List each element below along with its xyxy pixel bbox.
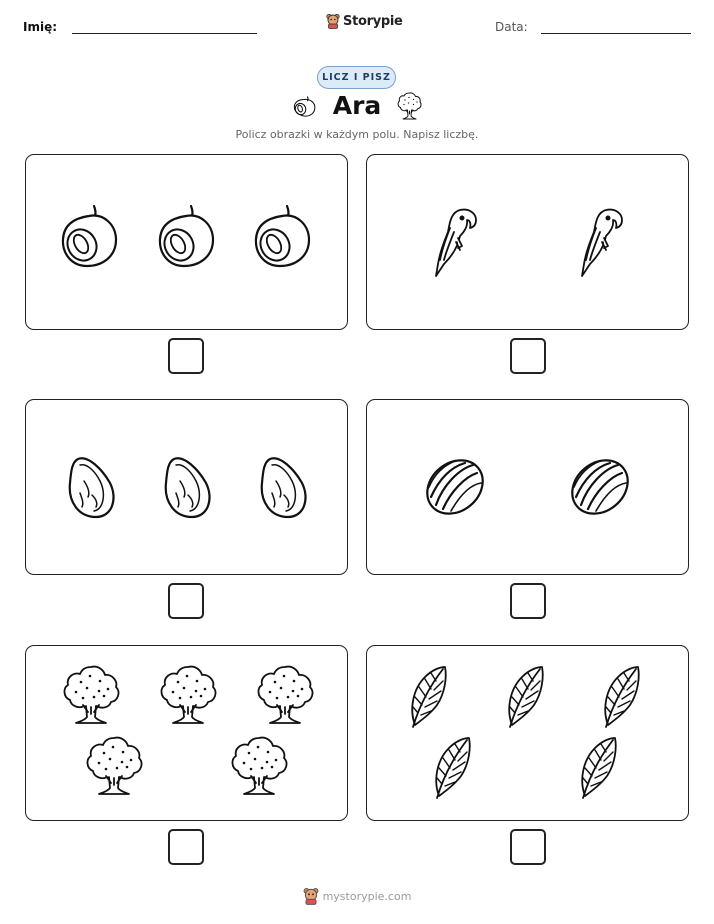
date-label: Data: <box>495 20 528 34</box>
tree-icon <box>87 738 141 794</box>
tree-title-icon <box>397 91 422 121</box>
footer-url[interactable]: mystorypie.com <box>322 889 412 903</box>
date-line[interactable] <box>541 33 691 34</box>
plum-icon <box>159 206 213 266</box>
seed-icon <box>562 449 639 524</box>
almond-group <box>25 399 348 575</box>
tree-group <box>25 645 348 821</box>
bear-mascot-icon <box>303 887 319 905</box>
feather-icon <box>412 667 445 727</box>
parrot-icon <box>582 210 622 276</box>
footer <box>0 887 714 905</box>
seed-icon <box>417 449 494 524</box>
plum-group <box>25 154 348 330</box>
instructions: Policz obrazki w każdym polu. Napisz liczbę. <box>235 128 479 141</box>
tree-icon <box>258 667 312 723</box>
brand-logo <box>326 13 403 29</box>
almond-icon <box>166 458 210 517</box>
seed-group <box>366 399 689 575</box>
parrot-icon <box>436 210 476 276</box>
parrot-group <box>366 154 689 330</box>
answer-box[interactable] <box>168 829 204 865</box>
answer-box[interactable] <box>510 338 546 374</box>
almond-icon <box>262 458 306 517</box>
answer-box[interactable] <box>168 583 204 619</box>
feather-icon <box>509 667 542 727</box>
answer-box[interactable] <box>510 583 546 619</box>
feather-icon <box>605 667 638 727</box>
feather-icon <box>436 738 469 798</box>
feather-icon <box>582 738 615 798</box>
almond-icon <box>70 458 114 517</box>
feather-group <box>366 645 689 821</box>
page-title: Ara <box>332 91 382 120</box>
name-label: Imię: <box>23 20 58 34</box>
plum-icon <box>62 206 116 266</box>
bear-mascot-icon <box>326 13 340 29</box>
answer-box[interactable] <box>168 338 204 374</box>
tree-icon <box>64 667 118 723</box>
name-line[interactable] <box>72 33 257 34</box>
category-badge: LICZ I PISZ <box>317 66 396 89</box>
tree-icon <box>232 738 286 794</box>
tree-icon <box>161 667 215 723</box>
answer-box[interactable] <box>510 829 546 865</box>
plum-icon <box>255 206 309 266</box>
brand-name: Storypie <box>343 13 403 29</box>
